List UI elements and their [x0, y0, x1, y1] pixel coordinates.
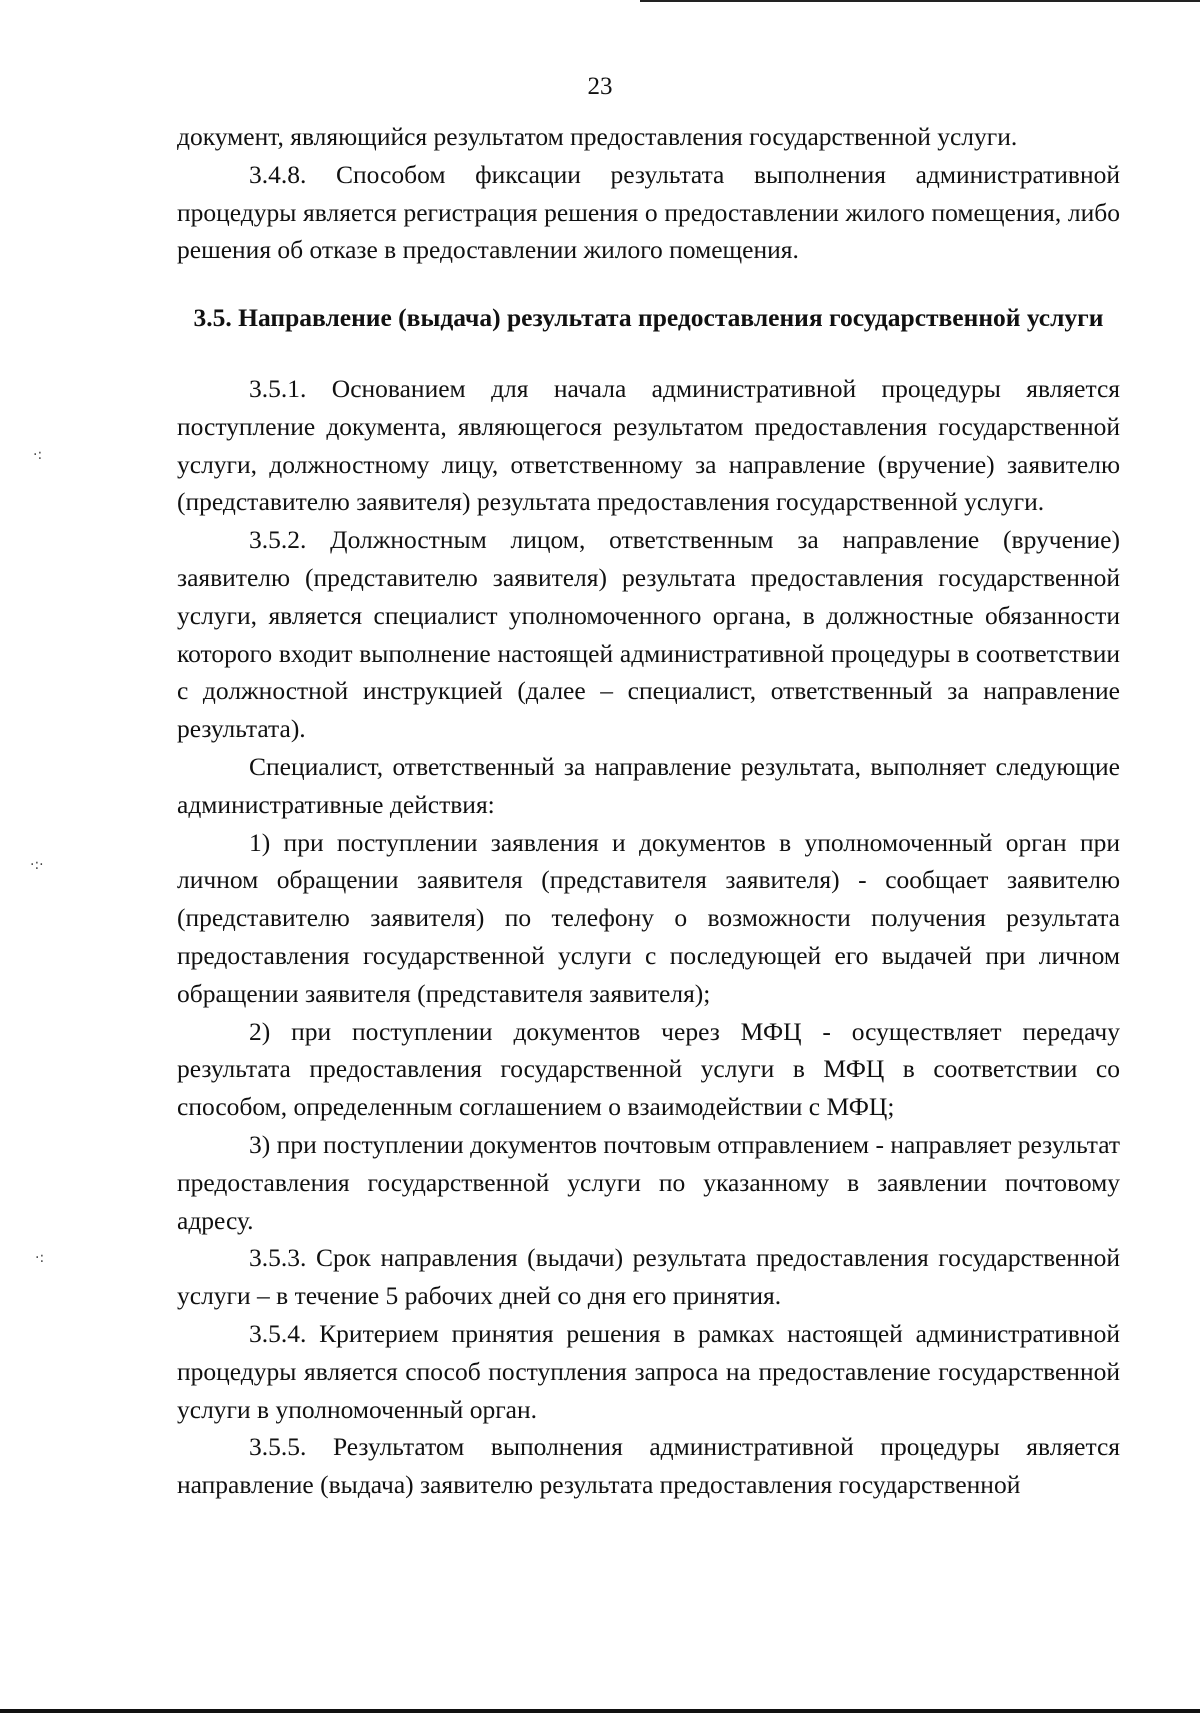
scan-top-edge	[640, 0, 1200, 2]
list-item-2: 2) при поступлении документов через МФЦ - осуществляет передачу результата предоставления государственной услуги в МФЦ в соответствии со способом, определенным соглашением о взаимодействии с МФЦ;	[177, 1016, 1120, 1122]
paragraph-3-5-2: 3.5.2. Должностным лицом, ответственным за направление (вручение) заявителю (представителю заявителя) результата предоставления государственной услуги, является специалист уполномоченного органа, в должностные обязанности которого входит выполнение настоящей административной процедуры в соответствии с должностной инструкцией (далее – специалист, ответственный за направление результата).	[177, 525, 1120, 744]
paragraph-3-5-1: 3.5.1. Основанием для начала административной процедуры является поступление документа, являющегося результатом предоставления государственной услуги, должностному лицу, ответственному за направление (вручение) заявителю (представителю заявителя) результата предоставления государственной услуги.	[177, 373, 1120, 517]
scan-speck: ·:·	[30, 857, 44, 873]
paragraph-3-5-5: 3.5.5. Результатом выполнения административной процедуры является направление (выдача) заявителю результата предоставления государственной	[177, 1432, 1120, 1500]
page-number: 23	[587, 73, 613, 100]
paragraph-3-4-8: 3.4.8. Способом фиксации результата выполнения административной процедуры является регистрация решения о предоставлении жилого помещения, либо решения об отказе в предоставлении жилого помещения.	[177, 159, 1120, 265]
paragraph-specialist-actions: Специалист, ответственный за направление результата, выполняет следующие административные действия:	[177, 751, 1120, 819]
scan-bottom-edge	[0, 1709, 1200, 1713]
section-heading-3-5: 3.5. Направление (выдача) результата предоставления государственной услуги	[193, 303, 1104, 333]
scan-speck: ·:	[33, 447, 43, 463]
document-body	[177, 118, 1120, 1504]
paragraph-continuation: документ, являющийся результатом предоставления государственной услуги.	[177, 122, 1018, 151]
list-item-1: 1) при поступлении заявления и документов в уполномоченный орган при личном обращении заявителя (представителя заявителя) - сообщает заявителю (представителю заявителя) по телефону о возможности получения результата предоставления государственной услуги с последующей его выдачей при личном обращении заявителя (представителя заявителя);	[177, 827, 1120, 1008]
list-item-3: 3) при поступлении документов почтовым отправлением - направляет результат предоставления государственной услуги по указанному в заявлении почтовому адресу.	[177, 1129, 1120, 1235]
paragraph-3-5-4: 3.5.4. Критерием принятия решения в рамках настоящей административной процедуры является способ поступления запроса на предоставление государственной услуги в уполномоченный орган.	[177, 1318, 1120, 1424]
paragraph-3-5-3: 3.5.3. Срок направления (выдачи) результата предоставления государственной услуги – в течение 5 рабочих дней со дня его принятия.	[177, 1243, 1120, 1311]
scan-speck: ·:	[35, 1250, 45, 1266]
